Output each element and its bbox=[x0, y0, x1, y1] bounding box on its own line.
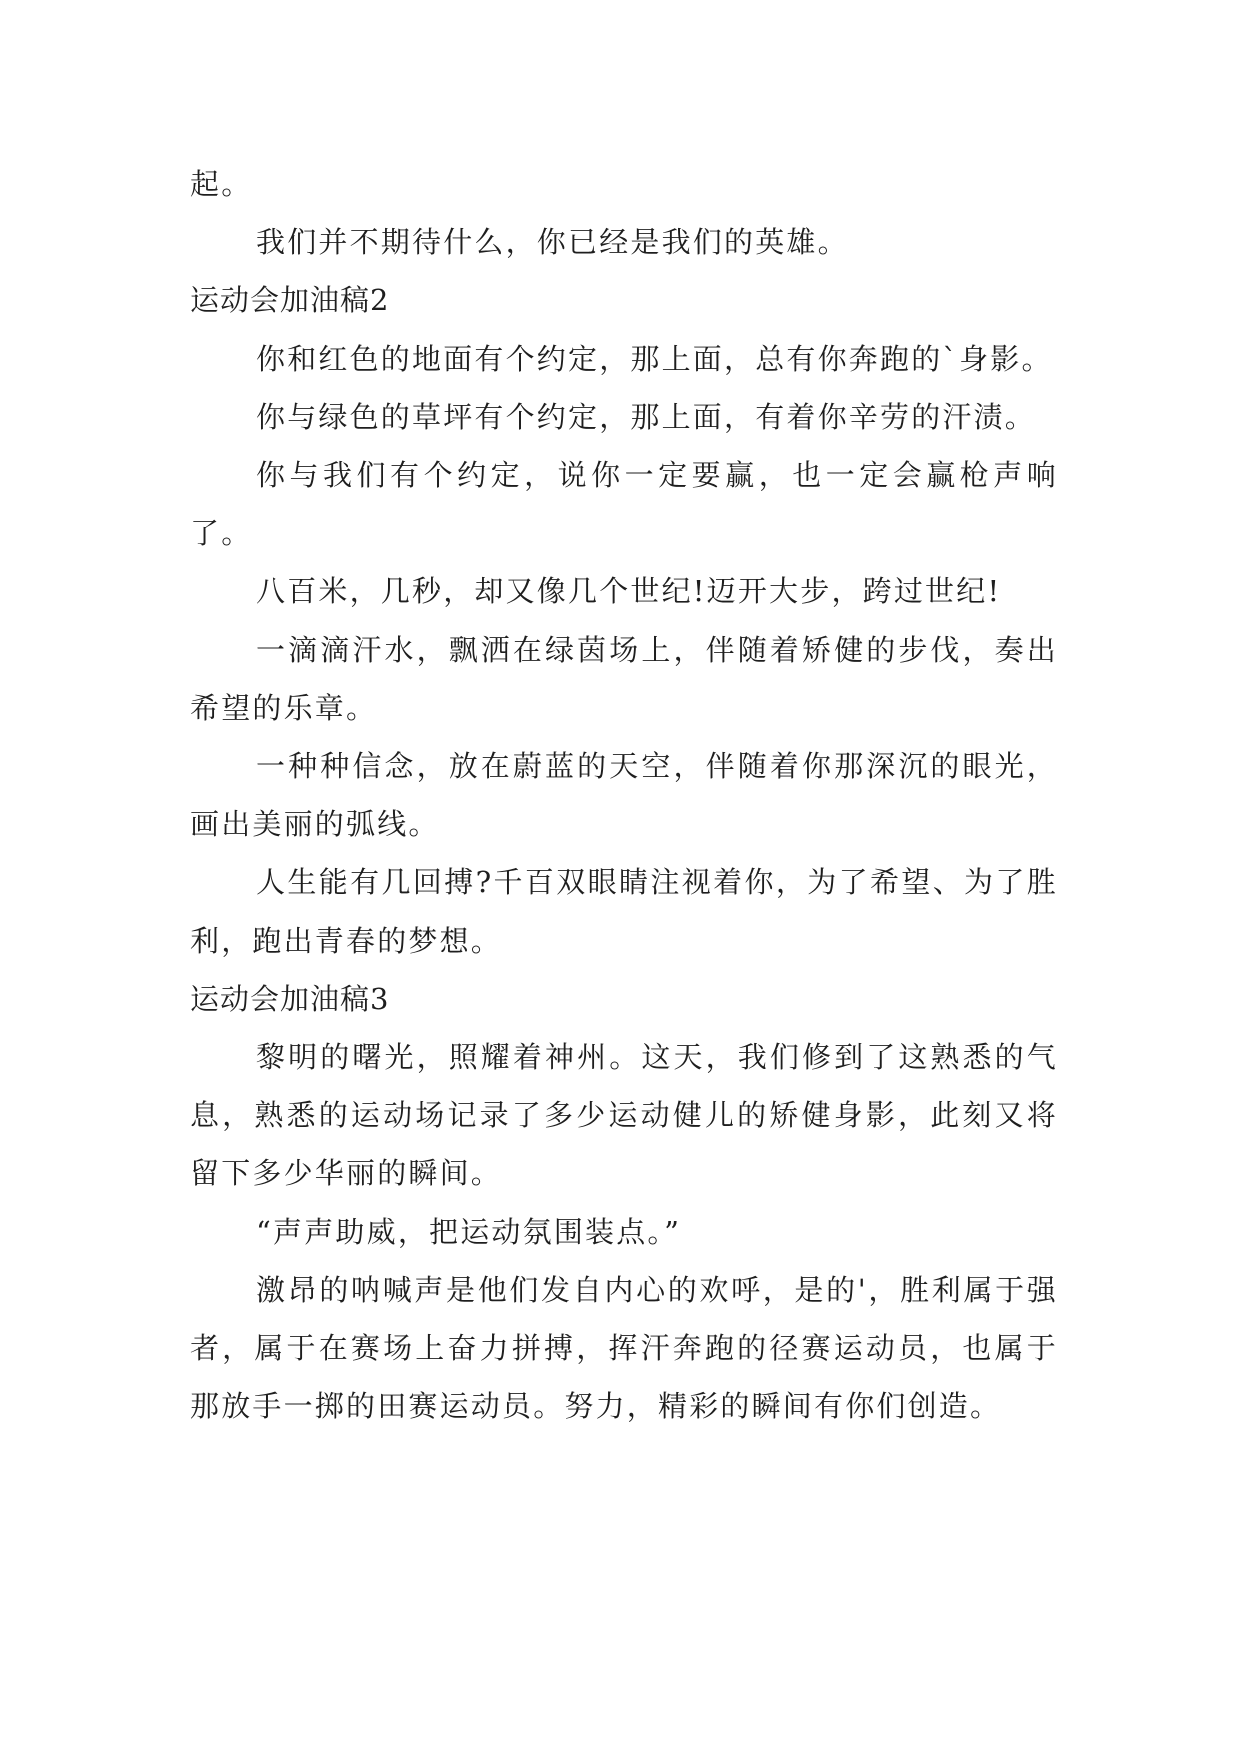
section-heading-2: 运动会加油稿2 bbox=[190, 283, 390, 318]
paragraph: 你与绿色的草坪有个约定，那上面，有着你辛劳的汗渍。 bbox=[256, 399, 1037, 434]
document-body bbox=[190, 155, 1058, 1435]
paragraph: 激昂的呐喊声是他们发自内心的欢呼，是的'，胜利属于强者，属于在赛场上奋力拼搏，挥汗奔跑的径赛运动员，也属于那放手一掷的田赛运动员。努力，精彩的瞬间有你们创造。 bbox=[190, 1272, 1058, 1424]
paragraph-continuation: 起。 bbox=[190, 167, 253, 201]
paragraph: 八百米，几秒，却又像几个世纪!迈开大步，跨过世纪! bbox=[256, 574, 1002, 609]
section-heading-3: 运动会加油稿3 bbox=[190, 981, 390, 1016]
paragraph: 你与我们有个约定，说你一定要赢，也一定会赢枪声响了。 bbox=[190, 458, 1058, 551]
paragraph: 你和红色的地面有个约定，那上面，总有你奔跑的`身影。 bbox=[256, 341, 1053, 376]
paragraph: 一种种信念，放在蔚蓝的天空，伴随着你那深沉的眼光，画出美丽的弧线。 bbox=[190, 749, 1058, 842]
paragraph-quote: “声声助威，把运动氛围装点。” bbox=[256, 1214, 682, 1249]
paragraph: 一滴滴汗水，飘洒在绿茵场上，伴随着矫健的步伐，奏出希望的乐章。 bbox=[190, 632, 1058, 725]
paragraph: 黎明的曙光，照耀着神州。这天，我们修到了这熟悉的气息，熟悉的运动场记录了多少运动健儿的矫健身影，此刻又将留下多少华丽的瞬间。 bbox=[190, 1040, 1058, 1191]
paragraph: 人生能有几回搏?千百双眼睛注视着你，为了希望、为了胜利，跑出青春的梦想。 bbox=[190, 865, 1058, 958]
paragraph: 我们并不期待什么，你已经是我们的英雄。 bbox=[256, 225, 849, 260]
